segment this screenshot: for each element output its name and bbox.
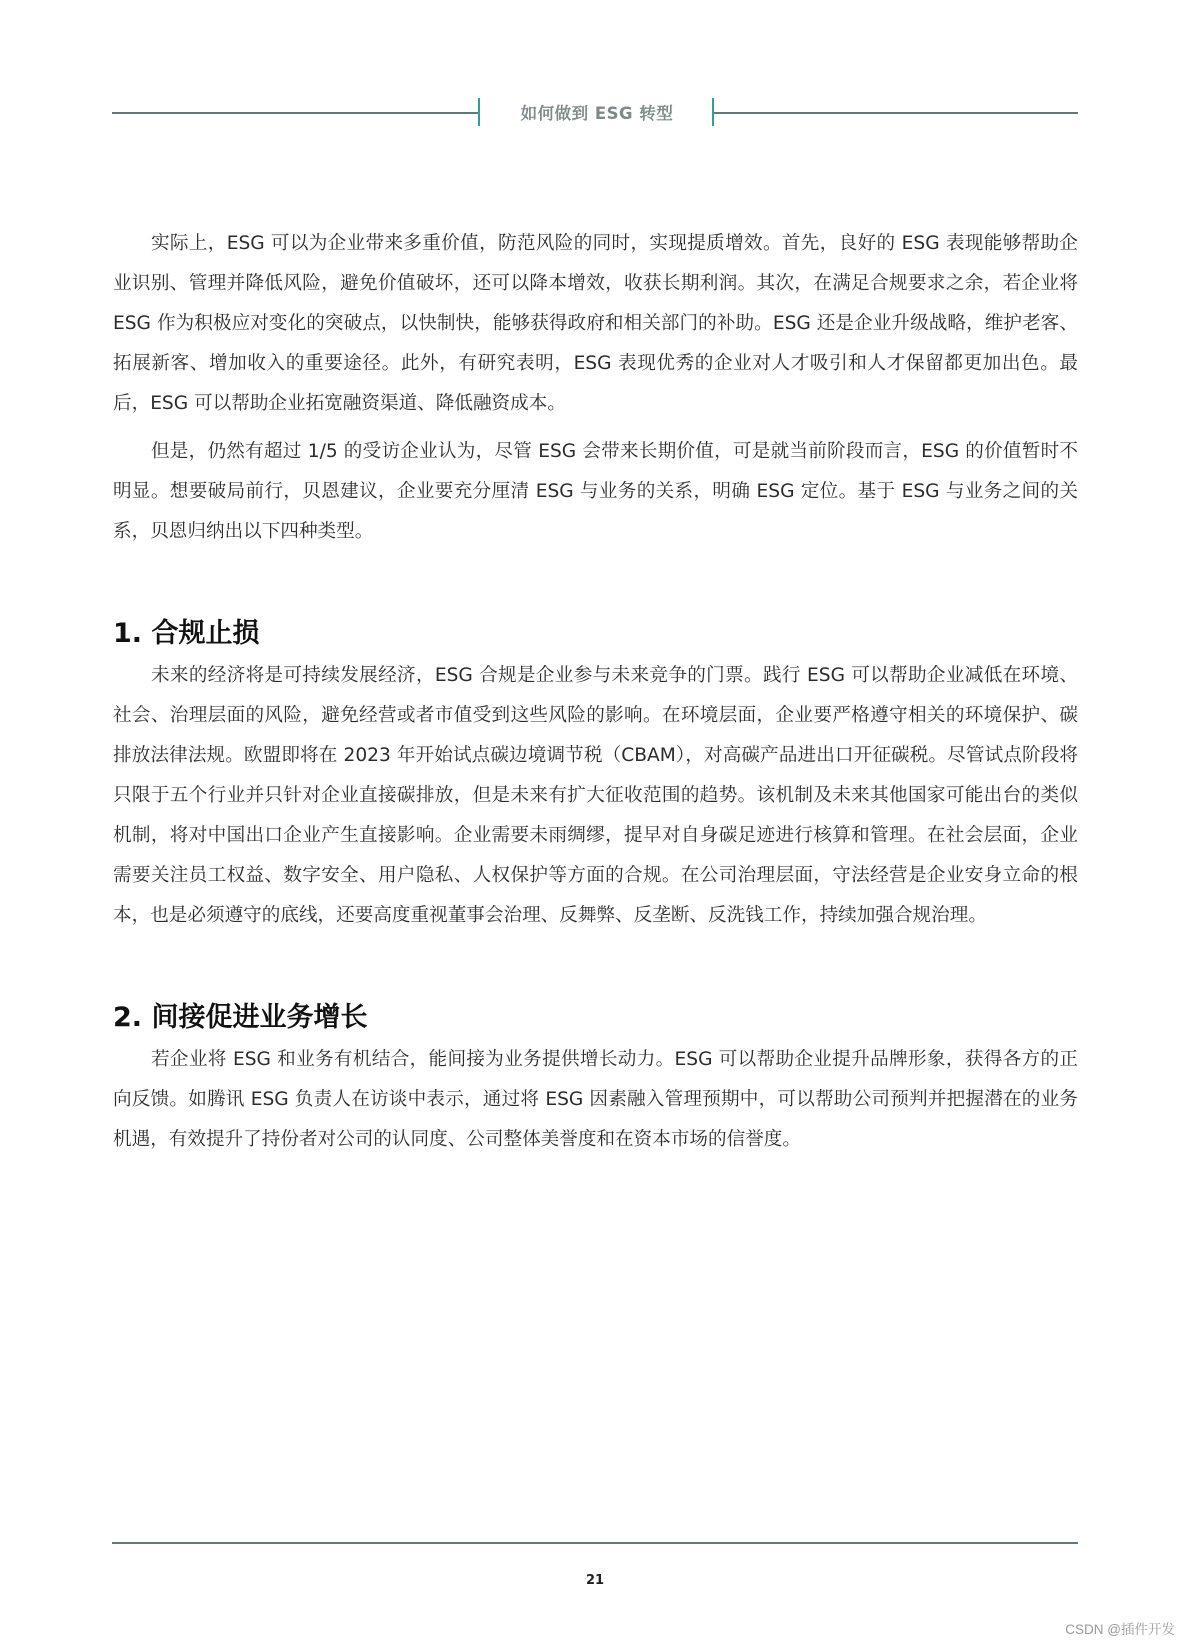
intro-paragraph-2: 但是，仍然有超过 1/5 的受访企业认为，尽管 ESG 会带来长期价值，可是就当前阶段而言，ESG 的价值暂时不明显。想要破局前行，贝恩建议，企业要充分厘清 ESG 与业务的关系，明确 ESG 定位。基于 ESG 与业务之间的关系，贝恩归纳出以下四种类型。: [113, 441, 1078, 542]
page-content: [113, 224, 1078, 1160]
section-body-compliance: 未来的经济将是可持续发展经济，ESG 合规是企业参与未来竞争的门票。践行 ESG 可以帮助企业减低在环境、社会、治理层面的风险，避免经营或者市值受到这些风险的影响。在环境层面，企业要严格遵守相关的环境保护、碳排放法律法规。欧盟即将在 2023 年开始试点碳边境调节税（CBAM），对高碳产品进出口开征碳税。尽管试点阶段将只限于五个行业并只针对企业直接碳排放，但是未来有扩大征收范围的趋势。该机制及未来其他国家可能出台的类似机制，将对中国出口企业产生直接影响。企业需要未雨绸缪，提早对自身碳足迹进行核算和管理。在社会层面，企业需要关注员工权益、数字安全、用户隐私、人权保护等方面的合规。在公司治理层面，守法经营是企业安身立命的根本，也是必须遵守的底线，还要高度重视董事会治理、反舞弊、反垄断、反洗钱工作，持续加强合规治理。: [113, 665, 1078, 926]
section-body-indirect-growth: 若企业将 ESG 和业务有机结合，能间接为业务提供增长动力。ESG 可以帮助企业提升品牌形象，获得各方的正向反馈。如腾讯 ESG 负责人在访谈中表示，通过将 ESG 因素融入管理预期中，可以帮助公司预判并把握潜在的业务机遇，有效提升了持份者对公司的认同度、公司整体美誉度和在资本市场的信誉度。: [113, 1049, 1078, 1150]
page-number: 21: [585, 1573, 605, 1588]
header-title: 如何做到 ESG 转型: [520, 104, 674, 123]
watermark: CSDN @插件开发: [1065, 1622, 1175, 1637]
footer-rule: [112, 1542, 1078, 1544]
header-rule-right: [714, 112, 1078, 114]
section-heading-compliance: 1. 合规止损: [113, 618, 260, 649]
header-rule-left: [112, 112, 478, 114]
intro-paragraph-1: 实际上，ESG 可以为企业带来多重价值，防范风险的同时，实现提质增效。首先，良好的 ESG 表现能够帮助企业识别、管理并降低风险，避免价值破坏，还可以降本增效，收获长期利润。其次，在满足合规要求之余，若企业将 ESG 作为积极应对变化的突破点，以快制快，能够获得政府和相关部门的补助。ESG 还是企业升级战略，维护老客、拓展新客、增加收入的重要途径。此外，有研究表明，ESG 表现优秀的企业对人才吸引和人才保留都更加出色。最后，ESG 可以帮助企业拓宽融资渠道、降低融资成本。: [113, 233, 1078, 414]
running-header: [112, 94, 1078, 130]
section-heading-indirect-growth: 2. 间接促进业务增长: [113, 1002, 368, 1033]
header-tick-left: [478, 98, 480, 126]
